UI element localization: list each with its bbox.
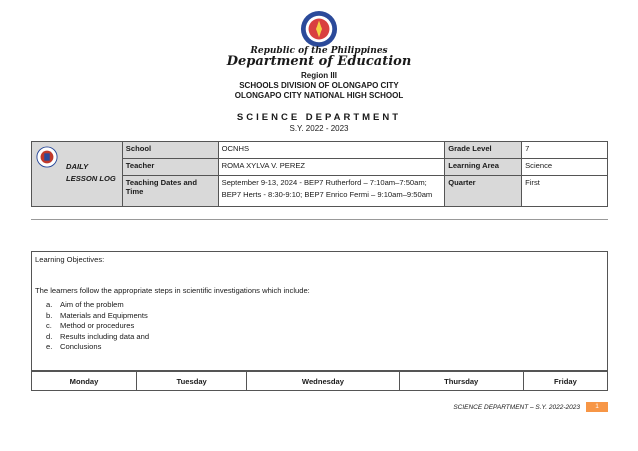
school-year: S.Y. 2022 - 2023	[289, 124, 349, 133]
list-letter: d.	[46, 331, 53, 341]
learning-objectives-box	[31, 251, 608, 371]
list-text: Aim of the problem	[60, 300, 124, 309]
day-monday: Monday	[32, 372, 137, 391]
list-item	[46, 311, 149, 322]
weekday-header-table	[31, 371, 608, 391]
list-text: Conclusions	[60, 342, 102, 351]
objectives-intro: The learners follow the appropriate steps in scientific investigations which include:	[35, 286, 310, 295]
deped-seal-icon	[300, 10, 338, 48]
list-item	[46, 300, 149, 311]
teaching-dates-value	[218, 176, 445, 207]
lesson-info-table	[31, 141, 608, 207]
quarter-label: Quarter	[445, 176, 522, 207]
list-letter: a.	[46, 300, 53, 309]
list-letter: e.	[46, 342, 53, 351]
list-text: Method or procedures	[60, 321, 135, 330]
school-label: School	[122, 142, 218, 159]
republic-heading: Republic of the Philippines	[250, 46, 388, 56]
teacher-label: Teacher	[122, 159, 218, 176]
list-item	[46, 332, 149, 343]
objectives-list	[46, 300, 149, 353]
daily-lesson-log-cell	[32, 142, 123, 207]
region-heading: Region III	[301, 71, 337, 80]
grade-level-label: Grade Level	[445, 142, 522, 159]
footer-text: SCIENCE DEPARTMENT – S.Y. 2022-2023	[453, 404, 580, 411]
list-text: Materials and Equipments	[60, 310, 148, 320]
science-department-heading: SCIENCE DEPARTMENT	[236, 112, 402, 123]
quarter-value: First	[522, 176, 608, 207]
table-row	[32, 142, 608, 159]
list-letter: c.	[46, 321, 52, 330]
teaching-dates-label: Teaching Dates and Time	[122, 176, 218, 207]
school-heading: OLONGAPO CITY NATIONAL HIGH SCHOOL	[234, 91, 404, 100]
daily-lesson-log-title: DAILY LESSON LOG	[66, 162, 116, 183]
section-divider	[31, 219, 608, 220]
day-friday: Friday	[523, 372, 607, 391]
list-item	[46, 342, 149, 353]
teaching-dates-line-1: September 9-13, 2024 - BEP7 Rutherford – 7:10am–7:50am;	[221, 178, 427, 187]
learning-area-value: Science	[522, 159, 608, 176]
list-item	[46, 321, 149, 332]
day-tuesday: Tuesday	[136, 372, 246, 391]
school-logo-icon	[36, 146, 58, 168]
school-value: OCNHS	[218, 142, 445, 159]
division-heading: SCHOOLS DIVISION OF OLONGAPO CITY	[239, 81, 399, 90]
day-wednesday: Wednesday	[247, 372, 399, 391]
teaching-dates-line-2: BEP7 Herts - 8:30-9:10; BEP7 Enrico Fermi – 9:10am–9:50am	[221, 190, 433, 199]
table-row	[32, 372, 608, 391]
page-number: 1	[586, 402, 608, 412]
learning-area-label: Learning Area	[445, 159, 522, 176]
objectives-title: Learning Objectives:	[35, 255, 105, 264]
list-text: Results including data and	[60, 331, 150, 341]
list-letter: b.	[46, 310, 53, 320]
grade-level-value: 7	[522, 142, 608, 159]
teacher-value: ROMA XYLVA V. PEREZ	[218, 159, 445, 176]
department-heading: Department of Education	[226, 54, 412, 69]
day-thursday: Thursday	[399, 372, 523, 391]
